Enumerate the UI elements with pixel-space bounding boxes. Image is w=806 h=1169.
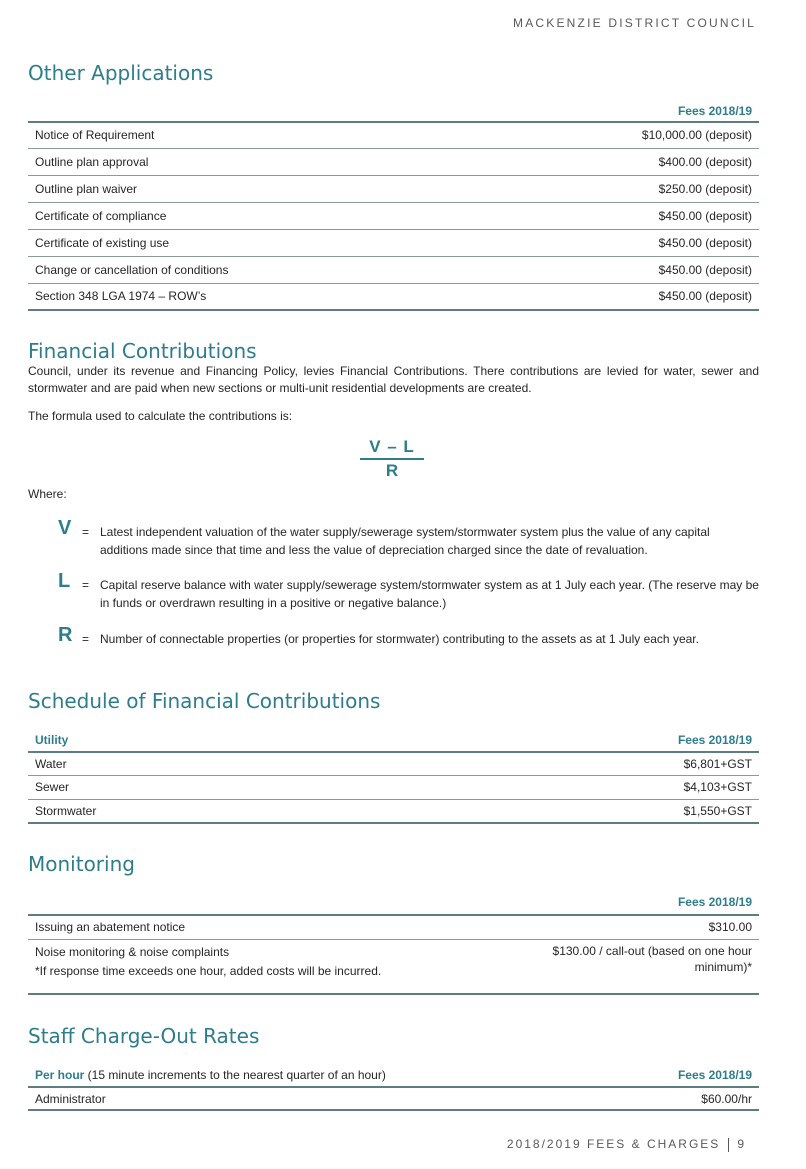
fee-amount: $450.00 (deposit) — [485, 283, 759, 310]
fee-amount: $250.00 (deposit) — [485, 175, 759, 202]
fee-amount: $450.00 (deposit) — [485, 229, 759, 256]
fee-item: Section 348 LGA 1974 – ROW’s — [28, 283, 485, 310]
page-number: 9 — [737, 1137, 746, 1151]
fee-item: Water — [28, 752, 365, 775]
definition-text: Capital reserve balance with water supply/sewerage system/stormwater system as at 1 July each year. (The reserve may be in funds or overdrawn resulting in a positive or negative balance.) — [100, 578, 759, 610]
table-row — [28, 752, 759, 775]
definition-text: Latest independent valuation of the water supply/sewerage system/stormwater system plus the value of any capital additions made since that time and less the value of depreciation charged since the date of revaluation. — [100, 525, 710, 557]
fee-item: Stormwater — [28, 799, 365, 823]
section-title-monitoring: Monitoring — [28, 852, 135, 876]
definition-equals: = — [82, 525, 90, 539]
per-hour-column-header — [28, 1063, 617, 1087]
table-row — [28, 775, 759, 799]
fee-amount: $6,801+GST — [365, 752, 759, 775]
fee-item — [28, 939, 487, 994]
table-header-row — [28, 1063, 759, 1087]
formula-denominator: R — [385, 461, 399, 480]
fee-item: Change or cancellation of conditions — [28, 256, 485, 283]
table-row — [28, 256, 759, 283]
financial-contributions-intro: Council, under its revenue and Financing Policy, levies Financial Contributions. There contributions are levied for water, sewer and stormwater and are paid when new sections or multi-unit residential developments are created. — [28, 364, 759, 395]
per-hour-label: Per hour — [35, 1067, 85, 1082]
fee-amount: $450.00 (deposit) — [485, 256, 759, 283]
fees-column-header: Fees 2018/19 — [487, 890, 759, 915]
table-header-row — [28, 728, 759, 752]
utility-column-header: Utility — [28, 728, 365, 752]
table-row — [28, 175, 759, 202]
fee-item: Outline plan waiver — [28, 175, 485, 202]
fee-item-title: Noise monitoring & noise complaints — [35, 944, 230, 959]
fee-item: Administrator — [28, 1087, 617, 1110]
table-row — [28, 148, 759, 175]
other-applications-table — [28, 100, 759, 311]
where-label: Where: — [28, 487, 67, 501]
fee-amount: $310.00 — [487, 915, 759, 939]
fee-amount: $1,550+GST — [365, 799, 759, 823]
header-organisation: MACKENZIE DISTRICT COUNCIL — [513, 16, 756, 30]
fee-item: Certificate of compliance — [28, 202, 485, 229]
fee-item-note: *If response time exceeds one hour, added costs will be incurred. — [35, 963, 382, 978]
fee-item: Certificate of existing use — [28, 229, 485, 256]
fees-column-header: Fees 2018/19 — [485, 100, 759, 122]
section-title-staff-rates: Staff Charge-Out Rates — [28, 1024, 260, 1048]
table-header-row — [28, 890, 759, 915]
definition-symbol: V — [58, 517, 72, 539]
table-row — [28, 915, 759, 939]
definition-text: Number of connectable properties (or properties for stormwater) contributing to the assets as at 1 July each year. — [100, 632, 699, 646]
formula-numerator: V – L — [360, 437, 424, 460]
section-title-financial-contributions: Financial Contributions — [28, 339, 257, 363]
page-footer — [507, 1137, 746, 1152]
fee-item: Sewer — [28, 775, 365, 799]
table-row — [28, 939, 759, 994]
fee-amount: $400.00 (deposit) — [485, 148, 759, 175]
fees-column-header: Fees 2018/19 — [365, 728, 759, 752]
table-row — [28, 1087, 759, 1110]
fee-amount: $4,103+GST — [365, 775, 759, 799]
fees-column-header: Fees 2018/19 — [617, 1063, 759, 1087]
table-row — [28, 229, 759, 256]
contribution-formula — [360, 437, 424, 481]
fee-amount: $450.00 (deposit) — [485, 202, 759, 229]
footer-divider — [728, 1138, 729, 1152]
definition-symbol: L — [58, 570, 71, 592]
fee-item: Outline plan approval — [28, 148, 485, 175]
formula-intro: The formula used to calculate the contributions is: — [28, 409, 293, 423]
fee-amount-line: minimum)* — [694, 959, 752, 974]
staff-rates-table — [28, 1063, 759, 1111]
table-header-row — [28, 100, 759, 122]
schedule-table — [28, 728, 759, 824]
table-row — [28, 202, 759, 229]
definition-equals: = — [82, 632, 90, 646]
monitoring-table — [28, 890, 759, 995]
fee-amount-line: $130.00 / call-out (based on one hour — [552, 943, 752, 958]
fee-item: Notice of Requirement — [28, 122, 485, 148]
table-row — [28, 122, 759, 148]
definition-equals: = — [82, 578, 90, 592]
fee-amount — [487, 939, 759, 994]
table-row — [28, 283, 759, 310]
per-hour-note: (15 minute increments to the nearest quarter of an hour) — [84, 1067, 386, 1082]
definition-symbol: R — [58, 624, 73, 646]
section-title-other-applications: Other Applications — [28, 61, 214, 85]
section-title-schedule: Schedule of Financial Contributions — [28, 689, 381, 713]
fee-item: Issuing an abatement notice — [28, 915, 487, 939]
table-row — [28, 799, 759, 823]
fee-amount: $60.00/hr — [617, 1087, 759, 1110]
footer-label: 2018/2019 FEES & CHARGES — [506, 1137, 721, 1151]
fee-amount: $10,000.00 (deposit) — [485, 122, 759, 148]
